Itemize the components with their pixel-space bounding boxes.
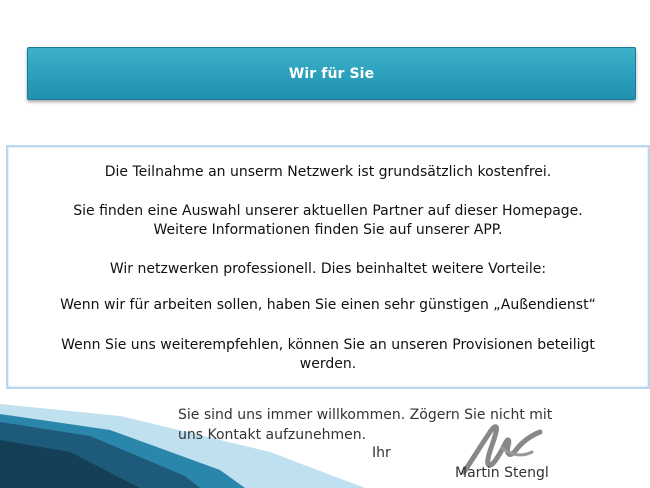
content-line-field-service: Wenn wir für arbeiten sollen, haben Sie einen sehr günstigen „Außendienst“ (60, 297, 596, 313)
content-line-referral: Wenn Sie uns weiterempfehlen, können Sie an unseren Provisionen beteiligt (61, 337, 595, 353)
signature-name: Martin Stengl (455, 465, 549, 481)
closing-line-1: Sie sind uns immer willkommen. Zögern Sie nicht mit (178, 407, 553, 423)
content-line-partners: Sie finden eine Auswahl unserer aktuellen Partner auf dieser Homepage. (73, 203, 583, 219)
closing-salutation: Ihr (372, 445, 391, 461)
content-line-app-info: Weitere Informationen finden Sie auf unserer APP. (153, 222, 503, 238)
content-line-networking: Wir netzwerken professionell. Dies beinhaltet weitere Vorteile: (109, 261, 547, 277)
title-bar (27, 47, 636, 100)
content-line-referral-end: werden. (299, 356, 357, 372)
page-title: Wir für Sie (288, 65, 375, 82)
content-line-cost: Die Teilnahme an unserm Netzwerk ist grundsätzlich kostenfrei. (104, 164, 552, 180)
content-box (6, 145, 650, 389)
closing-line-2: uns Kontakt aufzunehmen. (178, 427, 367, 443)
